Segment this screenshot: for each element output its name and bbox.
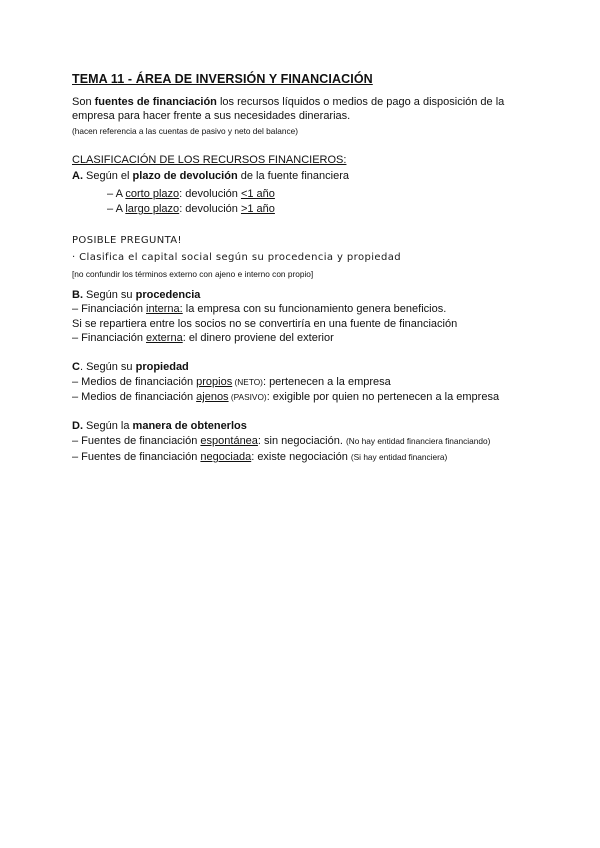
- section-b-item-internal: – Financiación interna: la empresa con su funcionamiento genera beneficios.: [72, 303, 447, 315]
- intro-term: fuentes de financiación: [94, 96, 217, 108]
- classification-heading: CLASIFICACIÓN DE LOS RECURSOS FINANCIEROS:: [72, 154, 347, 166]
- section-a-heading: A. Según el plazo de devolución de la fuente financiera: [72, 170, 349, 182]
- section-a-item-short: – A corto plazo: devolución <1 año: [107, 188, 275, 200]
- intro-line-1: Son fuentes de financiación los recursos líquidos o medios de pago a disposición de la: [72, 96, 505, 108]
- handwritten-question-title: POSIBLE PREGUNTA!: [72, 235, 182, 246]
- intro-line-2: empresa para hacer frente a sus necesidades dinerarias.: [72, 110, 351, 122]
- section-d-item-spontaneous: – Fuentes de financiación espontánea: sin negociación. (No hay entidad financiera financiando): [72, 435, 491, 447]
- section-c-heading: C. Según su propiedad: [72, 361, 189, 373]
- section-b-note: Si se repartiera entre los socios no se convertiría en una fuente de financiación: [72, 318, 458, 330]
- intro-note: (hacen referencia a las cuentas de pasivo y neto del balance): [72, 126, 299, 136]
- section-d-item-negotiated: – Fuentes de financiación negociada: existe negociación (Si hay entidad financiera): [72, 451, 448, 463]
- section-d-heading: D. Según la manera de obtenerlos: [72, 420, 247, 432]
- page-title: TEMA 11 - ÁREA DE INVERSIÓN Y FINANCIACIÓN: [72, 72, 373, 86]
- section-c-item-external: – Medios de financiación ajenos (PASIVO): exigible por quien no pertenecen a la empresa: [72, 391, 500, 403]
- section-b-heading: B. Según su procedencia: [72, 289, 201, 301]
- section-b-item-external: – Financiación externa: el dinero proviene del exterior: [72, 332, 334, 344]
- section-a-item-long: – A largo plazo: devolución >1 año: [107, 203, 275, 215]
- handwritten-question-text: · Clasifica el capital social según su procedencia y propiedad: [72, 252, 401, 263]
- section-c-item-own: – Medios de financiación propios (NETO): pertenecen a la empresa: [72, 376, 391, 388]
- bracket-note: [no confundir los términos externo con ajeno e interno con propio]: [72, 269, 314, 279]
